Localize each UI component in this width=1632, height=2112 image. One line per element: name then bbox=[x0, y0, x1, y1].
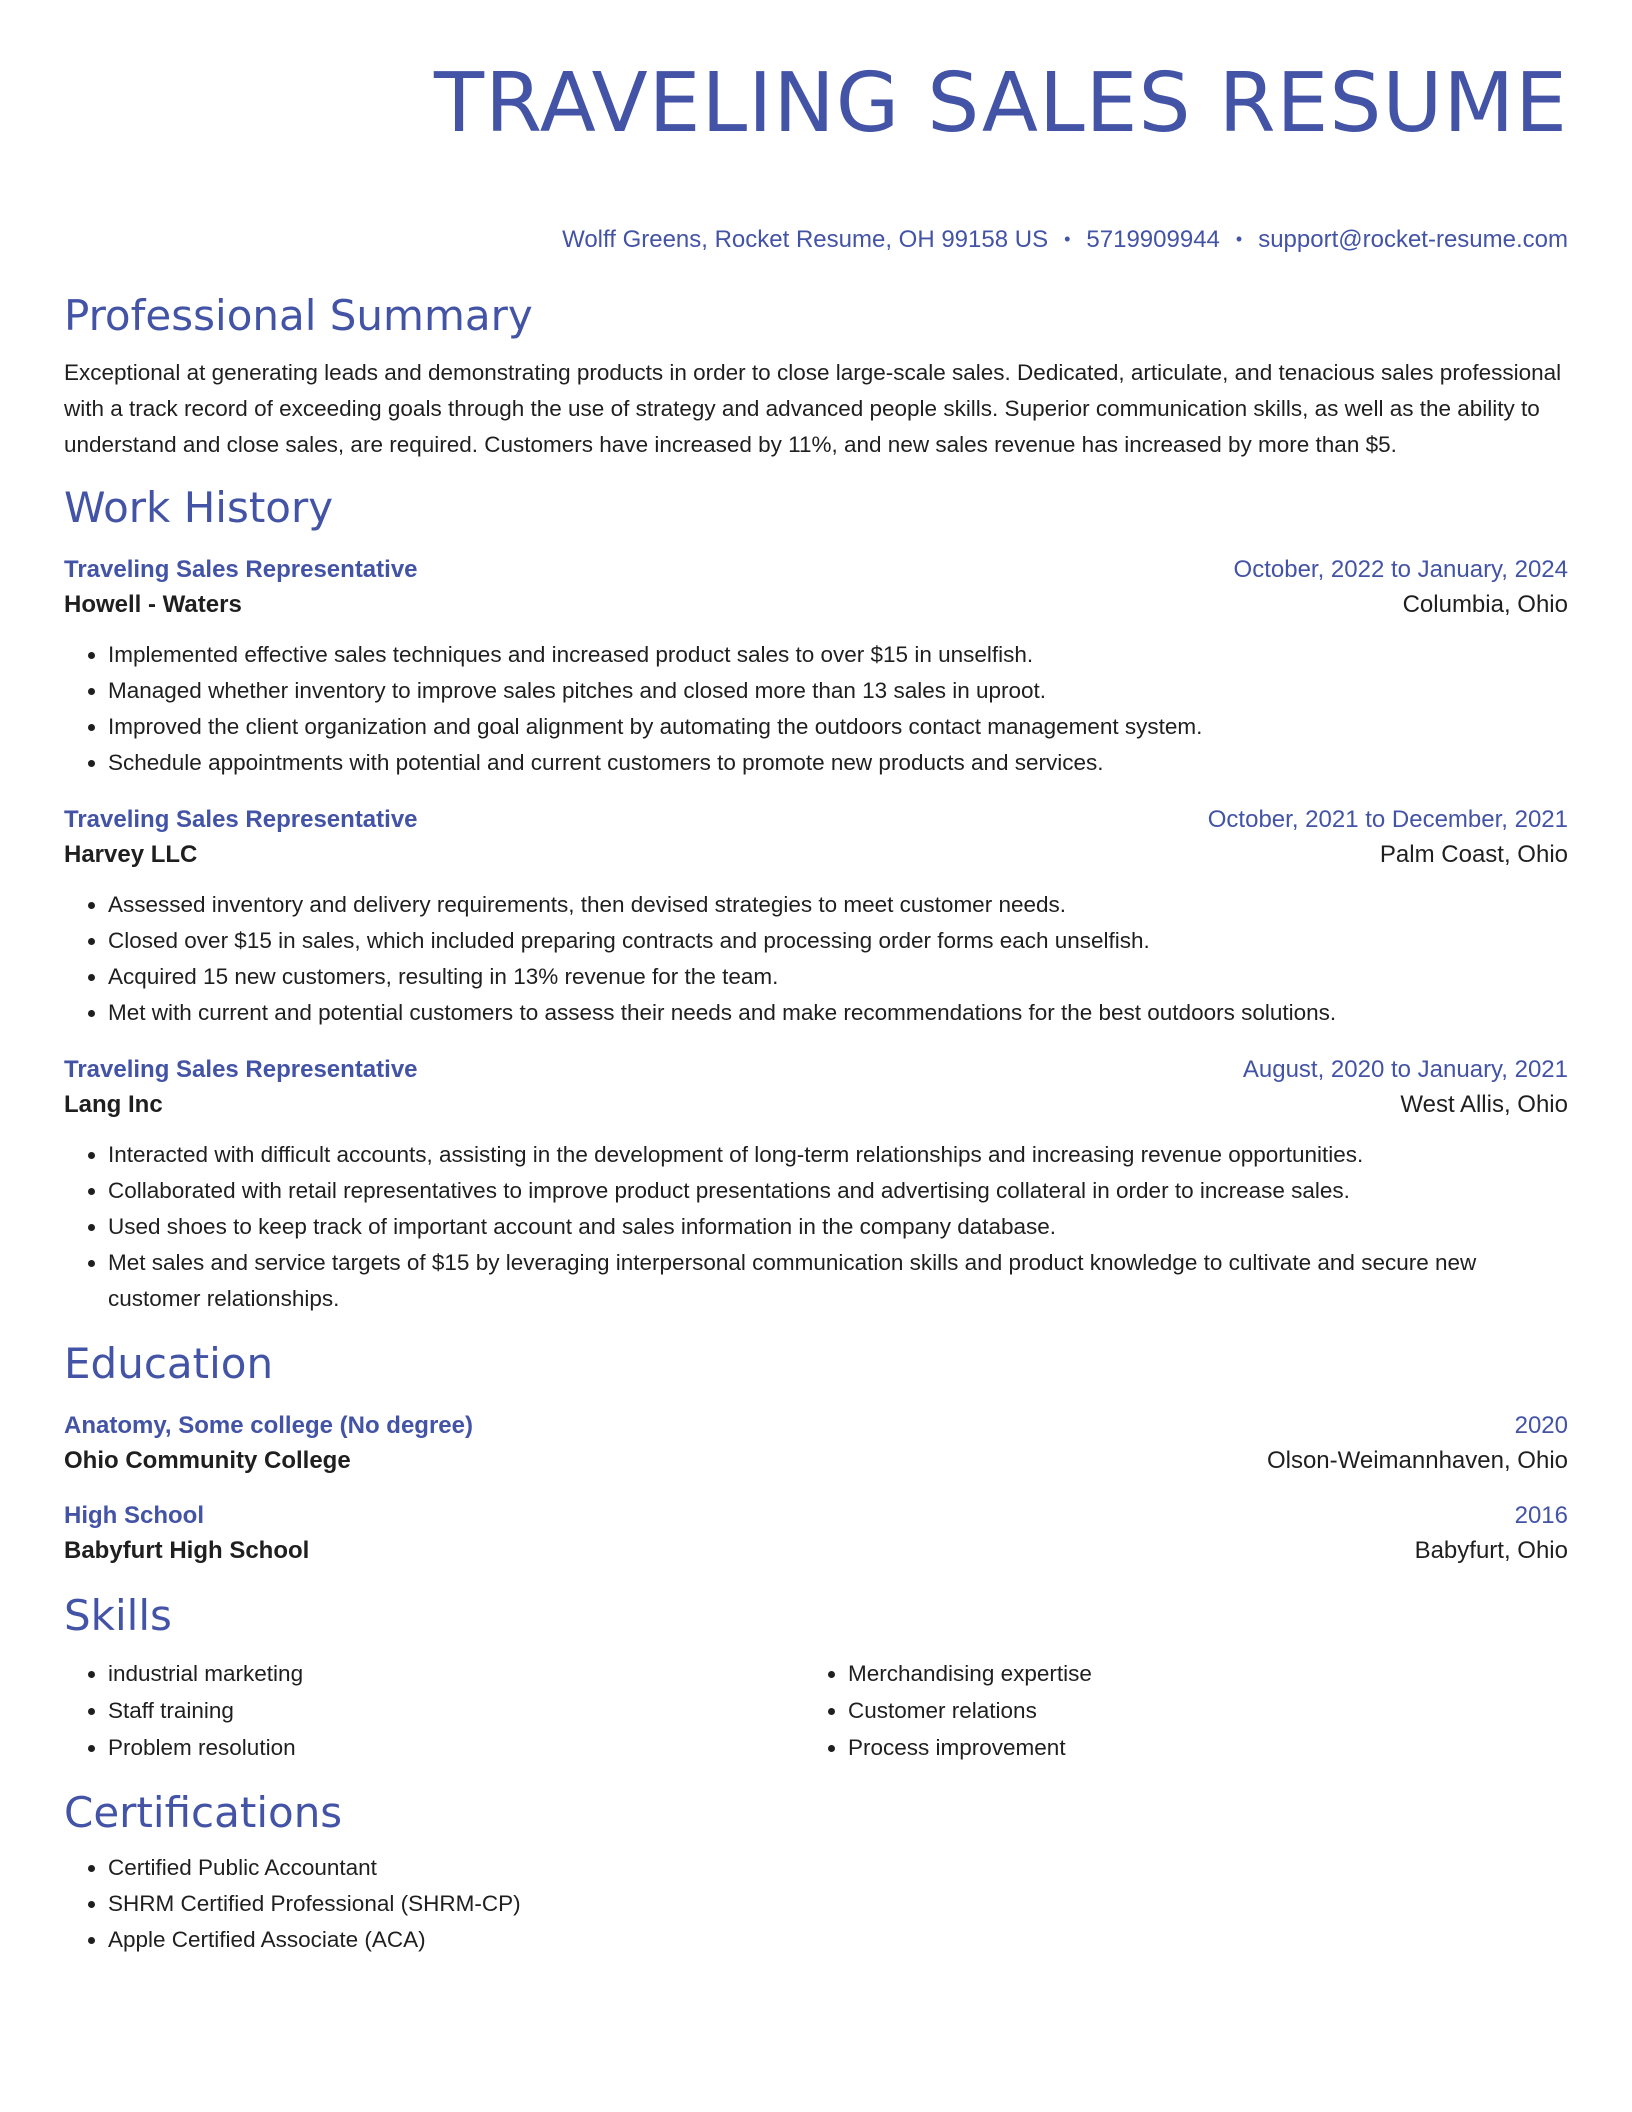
skills-grid bbox=[64, 1655, 1568, 1766]
job-location: Palm Coast, Ohio bbox=[1379, 841, 1568, 868]
certification-item: • Certified Public Accountant bbox=[108, 1850, 1568, 1886]
job-bullet: • Met with current and potential customers to assess their needs and make recommendations for the best outdoors solutions. bbox=[108, 995, 1568, 1031]
job-bullet: • Schedule appointments with potential and current customers to promote new products and services. bbox=[108, 745, 1568, 781]
job-bullet: • Interacted with difficult accounts, assisting in the development of long-term relationships and increasing revenue opportunities. bbox=[108, 1137, 1568, 1173]
summary-text: Exceptional at generating leads and demonstrating products in order to close large-scale sales. Dedicated, articulate, and tenacious sales professional with a track record of exceeding goals through the use of strategy and advanced people skills. Superior communication skills, as well as the ability to understand and close sales, are required. Customers have increased by 11%, and new sales revenue has increased by more than $5. bbox=[64, 360, 1562, 457]
education-section bbox=[64, 1339, 1568, 1569]
job-entry bbox=[64, 803, 1568, 1031]
work-history-section bbox=[64, 483, 1568, 1317]
job-position: Traveling Sales Representative bbox=[64, 806, 418, 833]
contact-separator: • bbox=[1064, 229, 1071, 249]
skills-section bbox=[64, 1591, 1568, 1766]
job-bullet: • Implemented effective sales techniques and increased product sales to over $15 in unselfish. bbox=[108, 637, 1568, 673]
skill-item: • Process improvement bbox=[848, 1729, 1544, 1766]
job-bullet: • Used shoes to keep track of important account and sales information in the company database. bbox=[108, 1209, 1568, 1245]
education-year: 2020 bbox=[1514, 1412, 1568, 1439]
job-bullet: • Managed whether inventory to improve sales pitches and closed more than 13 sales in uproot. bbox=[108, 673, 1568, 709]
skills-list-left bbox=[64, 1655, 804, 1766]
job-bullets bbox=[64, 637, 1568, 781]
contact-email[interactable]: support@rocket-resume.com bbox=[1258, 226, 1568, 253]
job-bullet: • Closed over $15 in sales, which included preparing contracts and processing order forms each unselfish. bbox=[108, 923, 1568, 959]
skills-list-right bbox=[804, 1655, 1544, 1766]
summary-heading: Professional Summary bbox=[64, 291, 533, 340]
job-location: Columbia, Ohio bbox=[1402, 591, 1568, 618]
job-entry bbox=[64, 1053, 1568, 1317]
resume-title: TRAVELING SALES RESUME bbox=[433, 56, 1568, 151]
job-position: Traveling Sales Representative bbox=[64, 1056, 418, 1083]
certifications-heading: Certifications bbox=[64, 1788, 343, 1837]
contact-phone: 5719909944 bbox=[1086, 226, 1220, 253]
job-bullets bbox=[64, 1137, 1568, 1317]
education-location: Babyfurt, Ohio bbox=[1414, 1537, 1568, 1564]
job-bullet: • Assessed inventory and delivery requirements, then devised strategies to meet customer needs. bbox=[108, 887, 1568, 923]
certification-item: • Apple Certified Associate (ACA) bbox=[108, 1922, 1568, 1958]
job-company: Howell - Waters bbox=[64, 591, 242, 618]
contact-separator: • bbox=[1235, 229, 1243, 249]
certifications-section bbox=[64, 1788, 1568, 1958]
job-company: Harvey LLC bbox=[64, 841, 198, 868]
job-bullet: • Acquired 15 new customers, resulting in 13% revenue for the team. bbox=[108, 959, 1568, 995]
work-history-heading: Work History bbox=[64, 483, 334, 532]
education-year: 2016 bbox=[1514, 1502, 1568, 1529]
skill-item: • Merchandising expertise bbox=[848, 1655, 1544, 1692]
certifications-list bbox=[64, 1850, 1568, 1958]
skill-item: • Problem resolution bbox=[108, 1729, 804, 1766]
contact-line bbox=[64, 224, 1568, 255]
education-degree: Anatomy, Some college (No degree) bbox=[64, 1412, 473, 1439]
education-entry bbox=[64, 1409, 1568, 1479]
job-location: West Allis, Ohio bbox=[1400, 1091, 1568, 1118]
education-school: Babyfurt High School bbox=[64, 1537, 310, 1564]
summary-section bbox=[64, 291, 1568, 463]
job-bullet: • Met sales and service targets of $15 by leveraging interpersonal communication skills and product knowledge to cultivate and secure new customer relationships. bbox=[108, 1245, 1568, 1317]
job-dates: October, 2021 to December, 2021 bbox=[1207, 806, 1568, 833]
skills-heading: Skills bbox=[64, 1591, 172, 1640]
job-dates: October, 2022 to January, 2024 bbox=[1233, 556, 1568, 583]
education-heading: Education bbox=[64, 1339, 274, 1388]
job-company: Lang Inc bbox=[64, 1091, 163, 1118]
education-entry bbox=[64, 1499, 1568, 1569]
job-bullet: • Improved the client organization and goal alignment by automating the outdoors contact management system. bbox=[108, 709, 1568, 745]
education-school: Ohio Community College bbox=[64, 1447, 351, 1474]
education-location: Olson-Weimannhaven, Ohio bbox=[1266, 1447, 1568, 1474]
skill-item: • Customer relations bbox=[848, 1692, 1544, 1729]
job-entry bbox=[64, 553, 1568, 781]
certification-item: • SHRM Certified Professional (SHRM-CP) bbox=[108, 1886, 1568, 1922]
job-dates: August, 2020 to January, 2021 bbox=[1242, 1056, 1568, 1083]
skill-item: • industrial marketing bbox=[108, 1655, 804, 1692]
skill-item: • Staff training bbox=[108, 1692, 804, 1729]
job-position: Traveling Sales Representative bbox=[64, 556, 418, 583]
job-bullets bbox=[64, 887, 1568, 1031]
job-bullet: • Collaborated with retail representatives to improve product presentations and advertising collateral in order to increase sales. bbox=[108, 1173, 1568, 1209]
education-degree: High School bbox=[64, 1502, 204, 1529]
contact-address: Wolff Greens, Rocket Resume, OH 99158 US bbox=[562, 226, 1049, 253]
resume-header bbox=[64, 56, 1568, 255]
